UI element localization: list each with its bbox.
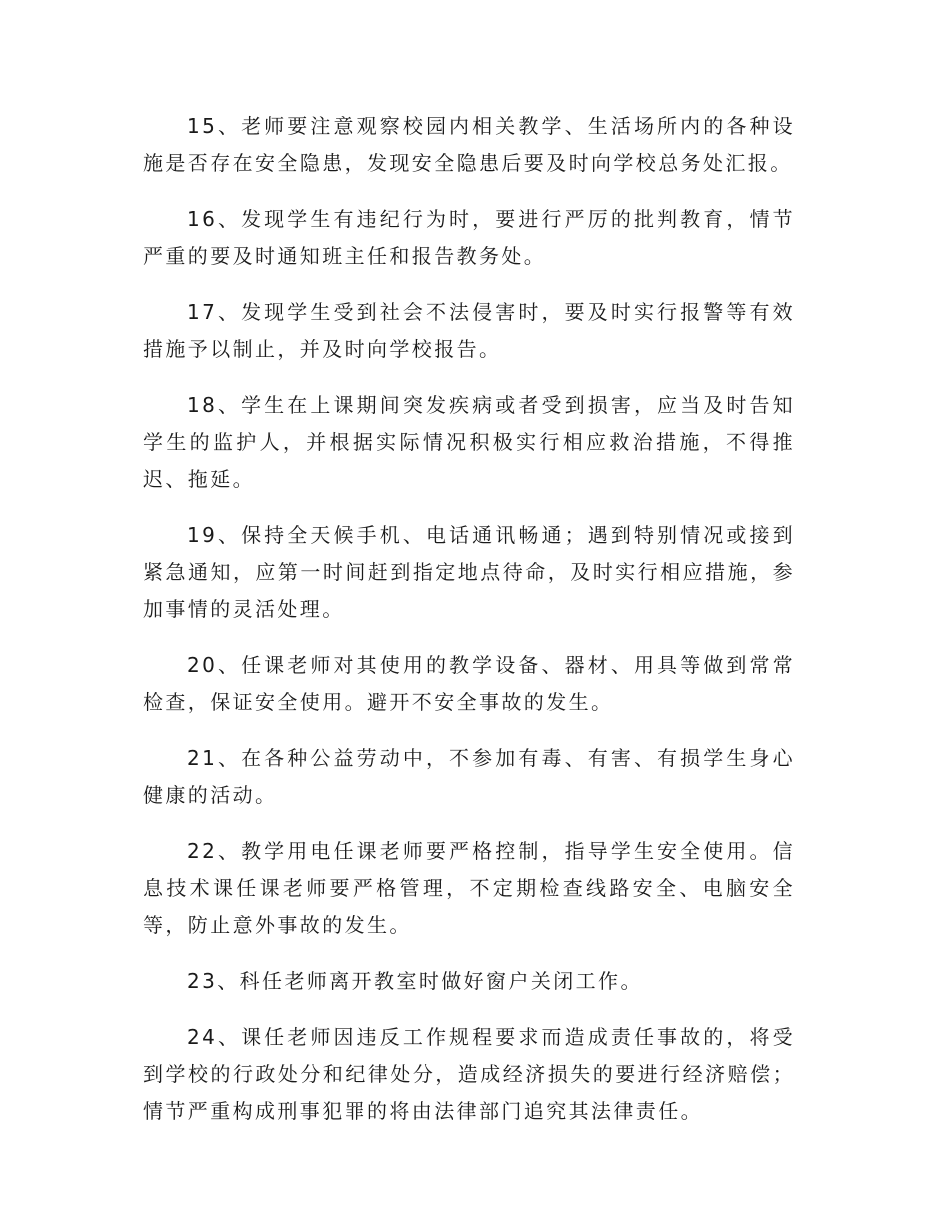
paragraph-19: 19、保持全天候手机、电话通讯畅通；遇到特别情况或接到紧急通知，应第一时间赶到指定地点待命，及时实行相应措施，参加事情的灵活处理。 xyxy=(143,523,795,621)
paragraph-16: 16、发现学生有违纪行为时，要进行严厉的批判教育，情节严重的要及时通知班主任和报告教务处。 xyxy=(143,207,795,268)
paragraph-15: 15、老师要注意观察校园内相关教学、生活场所内的各种设施是否存在安全隐患，发现安全隐患后要及时向学校总务处汇报。 xyxy=(143,114,795,175)
paragraph-21: 21、在各种公益劳动中，不参加有毒、有害、有损学生身心健康的活动。 xyxy=(143,746,795,807)
paragraph-24: 24、课任老师因违反工作规程要求而造成责任事故的，将受到学校的行政处分和纪律处分，造成经济损失的要进行经济赔偿；情节严重构成刑事犯罪的将由法律部门追究其法律责任。 xyxy=(143,1025,795,1123)
paragraph-18: 18、学生在上课期间突发疾病或者受到损害，应当及时告知学生的监护人，并根据实际情况积极实行相应救治措施，不得推迟、拖延。 xyxy=(143,393,795,491)
paragraph-17: 17、发现学生受到社会不法侵害时，要及时实行报警等有效措施予以制止，并及时向学校报告。 xyxy=(143,300,795,361)
paragraph-23: 23、科任老师离开教室时做好窗户关闭工作。 xyxy=(187,969,643,993)
document-body xyxy=(143,108,795,1149)
paragraph-22: 22、教学用电任课老师要严格控制，指导学生安全使用。信息技术课任课老师要严格管理，不定期检查线路安全、电脑安全等，防止意外事故的发生。 xyxy=(143,839,795,937)
paragraph-20: 20、任课老师对其使用的教学设备、器材、用具等做到常常检查，保证安全使用。避开不安全事故的发生。 xyxy=(143,653,795,714)
